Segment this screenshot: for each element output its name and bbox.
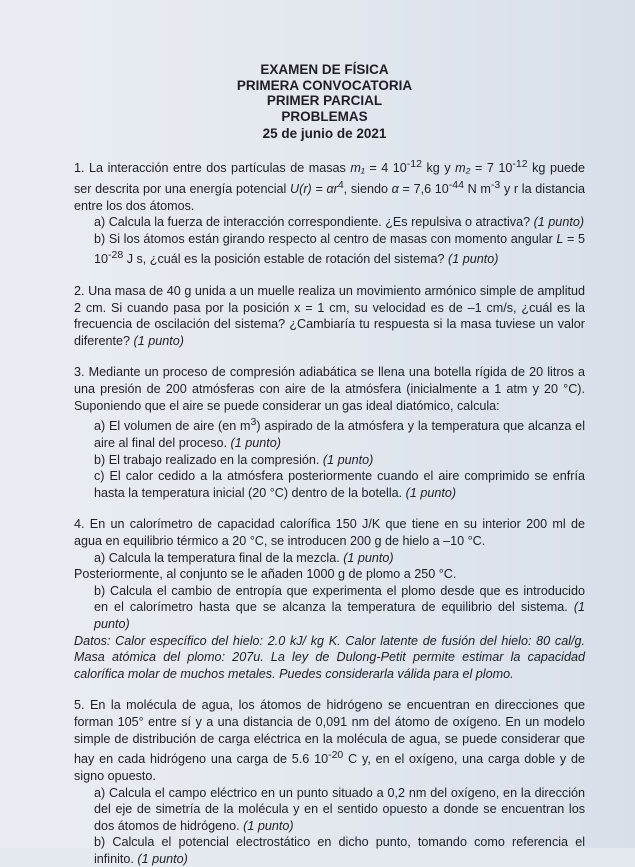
problem-1-part-a: a) Calcula la fuerza de interacción correspondiente. ¿Es repulsiva o atractiva? (1 punto) <box>94 215 585 230</box>
problem-4-data: Datos: Calor específico del hielo: 2.0 kJ/ kg K. Calor latente de fusión del hielo: 80 cal/g. Masa atómica del plomo: 207u. La ley de Dulong-Petit permite estimar la capacidad calorífica molar de muchos metales. Puedes considerarla válida para el plomo. <box>74 633 585 681</box>
problem-4-statement: 4. En un calorímetro de capacidad calorífica 150 J/K que tiene en su interior 200 ml de agua en equilibrio térmico a 20 °C, se introducen 200 g de hielo a –10 °C. <box>74 517 585 548</box>
problem-1-statement: 1. La interacción entre dos partículas de masas m₁ = 4 $10^{-12}$ kg y m₂ = 7 $10^{-12}$ kg puede ser descrita por una energía potencial $U(r) = \alpha r^4$, siendo α = 7,6 $10^{-44}$ N $m^{-3}$ y r la distancia entre los dos átomos. <box>74 157 585 213</box>
problem-5-part-b: b) Calcula el potencial electrostático en dicho punto, tomando como referencia el infinito. (1 punto) <box>94 835 585 866</box>
problem-5-statement: 5. En la molécula de agua, los átomos de hidrógeno se encuentran en direcciones que forman 105° entre sí y a una distancia de 0,091 nm del átomo de oxígeno. En un modelo simple de distribución de carga eléctrica en la molécula de agua, se puede considerar que hay en cada hidrógeno una carga de 5.6 $10^{-20}$ C y, en el oxígeno, una carga doble y de signo opuesto. <box>74 698 585 783</box>
problem-5 <box>74 697 585 867</box>
exam-header <box>74 62 575 142</box>
problem-3-part-c: c) El calor cedido a la atmósfera posteriormente cuando el aire comprimido se enfría hasta la temperatura inicial (20 °C) dentro de la botella. (1 punto) <box>94 469 585 500</box>
problem-4 <box>74 516 585 682</box>
header-convocatoria: PRIMERA CONVOCATORIA <box>236 77 413 93</box>
header-date: 25 de junio de 2021 <box>262 126 387 142</box>
problem-5-part-a: a) Calcula el campo eléctrico en un punto situado a 0,2 nm del oxígeno, en la dirección del eje de simetría de la molécula y en el sentido opuesto a donde se encuentran los dos átomos de hidrógeno. (1 punto) <box>94 785 585 833</box>
problem-1-part-b: b) Si los átomos están girando respecto al centro de masas con momento angular L = 5 $10^{-28}$ J s, ¿cuál es la posición estable de rotación del sistema? (1 punto) <box>94 231 585 267</box>
header-type: PROBLEMAS <box>281 108 368 124</box>
problem-2 <box>74 283 585 349</box>
problem-4-part-a: a) Calcula la temperatura final de la mezcla. (1 punto) <box>94 550 394 565</box>
problem-3-part-b: b) El trabajo realizado en la compresión. (1 punto) <box>94 452 374 467</box>
header-parcial: PRIMER PARCIAL <box>266 93 383 109</box>
problem-2-statement: 2. Una masa de 40 g unida a un muelle realiza un movimiento armónico simple de amplitud 2 cm. Si cuando pasa por la posición x = 1 cm, su velocidad es de –1 cm/s, ¿cuál es la frecuencia de oscilación del sistema? ¿Cambiaría tu respuesta si la masa tuviese un valor diferente? (1 punto) <box>74 284 585 348</box>
problem-4-continuation: Posteriormente, al conjunto se le añaden 1000 g de plomo a 250 °C. <box>74 567 457 582</box>
problem-3-statement: 3. Mediante un proceso de compresión adiabática se llena una botella rígida de 20 litros a una presión de 200 atmósferas con aire de la atmósfera (inicialmente a 1 atm y 20 °C). Suponiendo que el aire se puede considerar un gas ideal diatómico, calcula: <box>74 365 585 413</box>
problem-1 <box>74 156 585 268</box>
problem-4-part-b: b) Calcula el cambio de entropía que experimenta el plomo desde que es introducido en el calorímetro hasta que se alcanza la temperatura de equilibrio del sistema. (1 punto) <box>94 583 586 631</box>
header-title: EXAMEN DE FÍSICA <box>260 62 389 77</box>
problem-3 <box>74 364 585 501</box>
problem-3-part-a: a) El volumen de aire (en $m^3$) aspirado de la atmósfera y la temperatura que alcanza el aire al final del proceso. (1 punto) <box>94 416 585 451</box>
